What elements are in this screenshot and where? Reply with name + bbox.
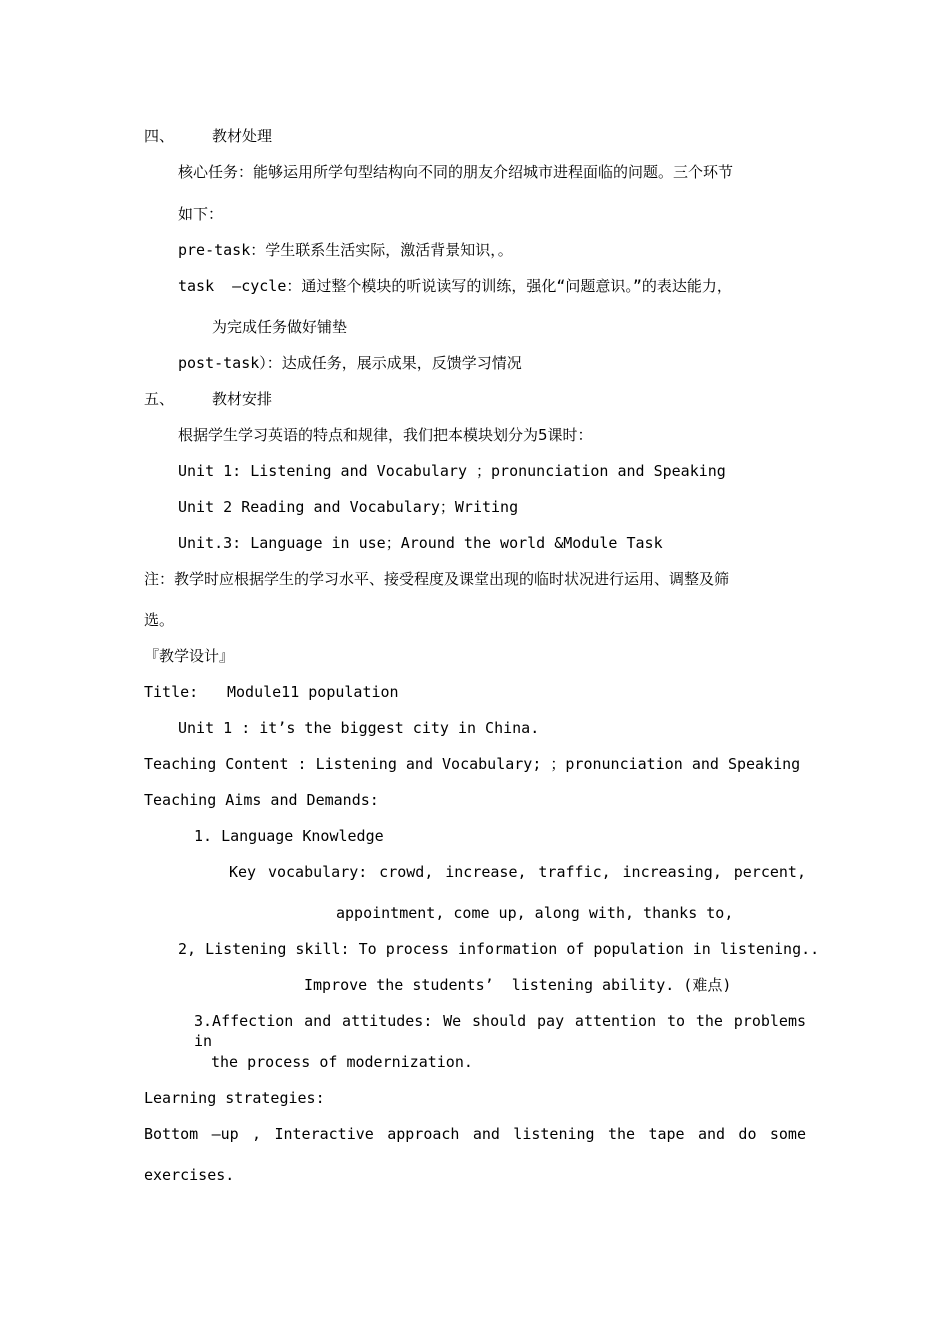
teaching-aims-heading: Teaching Aims and Demands: — [144, 791, 379, 809]
learning-strategies-heading: Learning strategies: — [144, 1089, 325, 1107]
note-line-1: 注：教学时应根据学生的学习水平、接受程度及课堂出现的临时状况进行运用、调整及筛 — [144, 570, 730, 588]
note-line-2: 选。 — [144, 611, 175, 629]
core-task-line-2: 如下： — [178, 205, 224, 223]
unit-title: Unit 1 : it’s the biggest city in China. — [178, 719, 540, 737]
unit-1-line: Unit 1: Listening and Vocabulary ；pronunciation and Speaking — [178, 462, 726, 480]
key-vocabulary-line-1: Key vocabulary: crowd, increase, traffic, increasing, percent, — [229, 863, 806, 881]
section-4-heading: 教材处理 — [212, 127, 273, 145]
unit-3-line: Unit.3: Language in use；Around the world &Module Task — [178, 534, 663, 552]
unit-2-line: Unit 2 Reading and Vocabulary；Writing — [178, 498, 519, 516]
key-vocabulary-line-2: appointment, come up, along with, thanks to, — [336, 904, 734, 922]
aim-2-detail: Improve the students’ listening ability. (难点) — [304, 976, 732, 994]
task-cycle-line-2: 为完成任务做好铺垫 — [212, 318, 348, 336]
core-task-line-1: 核心任务：能够运用所学句型结构向不同的朋友介绍城市进程面临的问题。三个环节 — [178, 163, 734, 181]
task-cycle-line-1: task –cycle：通过整个模块的听说读写的训练，强化“问题意识。”的表达能力， — [178, 277, 732, 295]
title-label: Title: — [144, 683, 199, 701]
aim-3-line-1: 3.Affection and attitudes: We should pay attention to the problems in — [194, 1012, 806, 1050]
teaching-content: Teaching Content : Listening and Vocabulary; ；pronunciation and Speaking — [144, 755, 801, 773]
aim-1-heading: 1. Language Knowledge — [194, 827, 384, 845]
learning-strategies-line-2: exercises. — [144, 1166, 235, 1184]
post-task-line: post-task）：达成任务，展示成果，反馈学习情况 — [178, 354, 522, 372]
aim-2-line: 2, Listening skill: To process information of population in listening.. — [178, 940, 820, 958]
pre-task-line: pre-task：学生联系生活实际，激活背景知识，。 — [178, 241, 513, 259]
learning-strategies-line-1: Bottom –up , Interactive approach and listening the tape and do some — [144, 1125, 806, 1143]
section-4-number: 四、 — [144, 127, 175, 145]
title-value: Module11 population — [227, 683, 399, 701]
aim-3-line-2: the process of modernization. — [211, 1053, 473, 1071]
lesson-plan-intro: 根据学生学习英语的特点和规律，我们把本模块划分为5课时： — [178, 426, 593, 444]
teaching-design-heading: 『教学设计』 — [144, 647, 235, 665]
section-5-heading: 教材安排 — [212, 390, 273, 408]
section-5-number: 五、 — [144, 390, 175, 408]
